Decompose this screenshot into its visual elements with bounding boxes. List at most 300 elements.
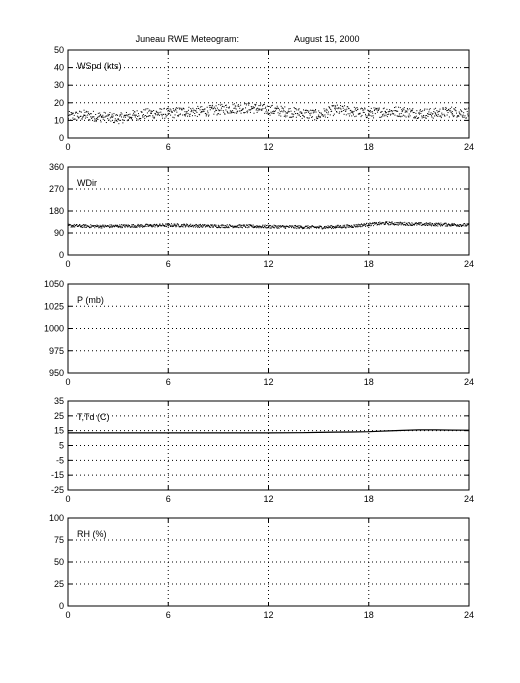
data-dot <box>104 120 105 121</box>
data-dot <box>310 110 311 111</box>
data-dot <box>374 109 375 110</box>
data-dot <box>390 114 391 115</box>
data-dot <box>296 228 297 229</box>
data-dot <box>149 110 150 111</box>
data-dot <box>449 116 450 117</box>
data-dot <box>84 115 85 116</box>
data-dot <box>357 107 358 108</box>
data-dot <box>285 115 286 116</box>
data-dot <box>209 107 210 108</box>
data-dot <box>148 224 149 225</box>
data-dot <box>314 119 315 120</box>
data-dot <box>133 227 134 228</box>
data-dot <box>419 224 420 225</box>
data-dot <box>324 108 325 109</box>
data-dot <box>176 225 177 226</box>
data-dot <box>408 116 409 117</box>
data-dot <box>307 110 308 111</box>
data-dot <box>101 226 102 227</box>
data-dot <box>312 110 313 111</box>
data-dot <box>271 105 272 106</box>
data-dot <box>135 227 136 228</box>
data-dot <box>106 122 107 123</box>
data-dot <box>413 112 414 113</box>
data-dot <box>138 119 139 120</box>
data-dot <box>150 115 151 116</box>
data-dot <box>85 118 86 119</box>
data-dot <box>227 227 228 228</box>
data-dot <box>186 225 187 226</box>
data-dot <box>438 223 439 224</box>
data-dot <box>165 114 166 115</box>
x-tick-label: 6 <box>165 494 171 504</box>
data-dot <box>74 115 75 116</box>
data-dot <box>383 114 384 115</box>
data-dot <box>253 227 254 228</box>
data-dot <box>425 225 426 226</box>
data-dot <box>433 111 434 112</box>
x-tick-label: 12 <box>263 610 274 620</box>
data-dot <box>372 111 373 112</box>
data-dot <box>300 227 301 228</box>
data-dot <box>307 118 308 119</box>
data-dot <box>295 225 296 226</box>
data-dot <box>76 120 77 121</box>
data-dot <box>94 225 95 226</box>
data-dot <box>226 107 227 108</box>
data-dot <box>343 110 344 111</box>
data-dot <box>365 115 366 116</box>
data-dot <box>327 110 328 111</box>
data-dot <box>190 114 191 115</box>
data-dot <box>221 227 222 228</box>
data-dot <box>109 227 110 228</box>
data-dot <box>239 224 240 225</box>
data-dot <box>246 104 247 105</box>
data-dot <box>267 225 268 226</box>
data-dot <box>238 106 239 107</box>
data-dot <box>419 222 420 223</box>
data-dot <box>159 224 160 225</box>
data-dot <box>141 226 142 227</box>
data-dot <box>274 227 275 228</box>
data-dot <box>325 228 326 229</box>
data-dot <box>146 116 147 117</box>
data-dot <box>339 111 340 112</box>
data-dot <box>199 227 200 228</box>
data-dot <box>424 108 425 109</box>
data-dot <box>330 109 331 110</box>
data-dot <box>264 226 265 227</box>
panel-label: WSpd (kts) <box>77 61 122 71</box>
data-dot <box>269 225 270 226</box>
data-point <box>218 109 219 110</box>
y-tick-label: 0 <box>58 601 64 611</box>
data-dot <box>239 111 240 112</box>
data-dot <box>200 107 201 108</box>
data-dot <box>354 225 355 226</box>
data-dot <box>216 105 217 106</box>
data-dot <box>245 227 246 228</box>
data-dot <box>427 113 428 114</box>
data-dot <box>216 114 217 115</box>
panel-label: WDir <box>77 178 97 188</box>
data-dot <box>137 227 138 228</box>
data-dot <box>460 114 461 115</box>
data-dot <box>406 112 407 113</box>
data-dot <box>72 225 73 226</box>
data-dot <box>407 109 408 110</box>
data-dot <box>326 109 327 110</box>
data-dot <box>444 224 445 225</box>
data-dot <box>358 224 359 225</box>
data-dot <box>238 227 239 228</box>
data-dot <box>81 225 82 226</box>
data-dot <box>192 115 193 116</box>
data-dot <box>250 109 251 110</box>
data-dot <box>121 112 122 113</box>
data-dot <box>426 115 427 116</box>
data-dot <box>440 224 441 225</box>
data-dot <box>382 115 383 116</box>
data-dot <box>104 112 105 113</box>
data-dot <box>137 116 138 117</box>
data-dot <box>204 111 205 112</box>
data-dot <box>154 226 155 227</box>
data-dot <box>73 226 74 227</box>
data-dot <box>466 108 467 109</box>
data-dot <box>390 111 391 112</box>
data-dot <box>174 117 175 118</box>
data-dot <box>445 109 446 110</box>
data-dot <box>119 226 120 227</box>
data-dot <box>410 111 411 112</box>
data-dot <box>183 108 184 109</box>
data-dot <box>378 109 379 110</box>
data-dot <box>455 107 456 108</box>
data-dot <box>303 228 304 229</box>
data-dot <box>447 225 448 226</box>
data-dot <box>261 227 262 228</box>
data-dot <box>248 224 249 225</box>
data-dot <box>440 109 441 110</box>
data-dot <box>105 113 106 114</box>
y-tick-label: 0 <box>58 250 64 260</box>
data-dot <box>181 224 182 225</box>
data-dot <box>419 110 420 111</box>
data-dot <box>435 114 436 115</box>
data-dot <box>187 111 188 112</box>
data-dot <box>453 225 454 226</box>
data-dot <box>333 115 334 116</box>
data-dot <box>411 225 412 226</box>
data-dot <box>101 227 102 228</box>
data-dot <box>347 106 348 107</box>
data-dot <box>330 226 331 227</box>
data-dot <box>336 108 337 109</box>
data-dot <box>125 115 126 116</box>
data-dot <box>268 113 269 114</box>
data-dot <box>357 109 358 110</box>
data-dot <box>136 226 137 227</box>
data-dot <box>277 106 278 107</box>
data-dot <box>264 104 265 105</box>
x-tick-label: 18 <box>363 494 374 504</box>
data-dot <box>217 108 218 109</box>
data-dot <box>167 115 168 116</box>
x-tick-label: 6 <box>165 377 171 387</box>
data-dot <box>252 108 253 109</box>
data-dot <box>72 118 73 119</box>
data-dot <box>121 224 122 225</box>
data-dot <box>447 115 448 116</box>
data-dot <box>166 109 167 110</box>
data-dot <box>233 104 234 105</box>
data-dot <box>146 226 147 227</box>
data-dot <box>258 226 259 227</box>
data-dot <box>169 111 170 112</box>
data-dot <box>293 114 294 115</box>
data-dot <box>131 118 132 119</box>
data-dot <box>221 108 222 109</box>
data-dot <box>237 105 238 106</box>
data-dot <box>125 117 126 118</box>
data-dot <box>454 223 455 224</box>
data-dot <box>360 226 361 227</box>
data-dot <box>339 113 340 114</box>
data-dot <box>362 224 363 225</box>
data-dot <box>452 225 453 226</box>
data-dot <box>103 117 104 118</box>
data-dot <box>394 224 395 225</box>
data-dot <box>280 111 281 112</box>
data-dot <box>393 113 394 114</box>
data-dot <box>290 108 291 109</box>
data-dot <box>90 224 91 225</box>
data-point <box>452 111 453 112</box>
data-dot <box>265 108 266 109</box>
data-dot <box>201 225 202 226</box>
data-dot <box>311 110 312 111</box>
data-dot <box>178 225 179 226</box>
x-tick-label: 0 <box>65 142 71 152</box>
data-dot <box>458 226 459 227</box>
data-dot <box>292 114 293 115</box>
data-dot <box>349 225 350 226</box>
data-dot <box>343 225 344 226</box>
data-dot <box>456 226 457 227</box>
data-dot <box>398 107 399 108</box>
data-dot <box>328 227 329 228</box>
data-dot <box>97 119 98 120</box>
data-dot <box>402 223 403 224</box>
data-dot <box>257 225 258 226</box>
data-dot <box>88 226 89 227</box>
data-dot <box>336 227 337 228</box>
data-dot <box>406 223 407 224</box>
data-dot <box>164 226 165 227</box>
data-dot <box>159 223 160 224</box>
data-dot <box>389 111 390 112</box>
data-dot <box>136 115 137 116</box>
data-dot <box>348 225 349 226</box>
data-dot <box>307 227 308 228</box>
data-dot <box>118 123 119 124</box>
figure-title-station: Juneau RWE Meteogram: <box>135 34 239 44</box>
data-dot <box>134 226 135 227</box>
data-dot <box>155 113 156 114</box>
data-dot <box>311 117 312 118</box>
data-dot <box>90 227 91 228</box>
data-dot <box>363 225 364 226</box>
data-dot <box>123 117 124 118</box>
data-dot <box>182 115 183 116</box>
data-dot <box>396 110 397 111</box>
data-dot <box>328 112 329 113</box>
data-dot <box>313 112 314 113</box>
data-dot <box>192 110 193 111</box>
data-dot <box>352 111 353 112</box>
data-dot <box>108 115 109 116</box>
data-dot <box>450 110 451 111</box>
data-dot <box>115 118 116 119</box>
data-dot <box>355 109 356 110</box>
data-dot <box>345 227 346 228</box>
data-dot <box>393 224 394 225</box>
data-dot <box>463 115 464 116</box>
data-dot <box>296 226 297 227</box>
y-tick-label: 20 <box>53 97 64 108</box>
data-dot <box>275 110 276 111</box>
data-dot <box>323 116 324 117</box>
data-dot <box>349 115 350 116</box>
data-dot <box>335 106 336 107</box>
data-dot <box>369 225 370 226</box>
data-dot <box>197 227 198 228</box>
data-dot <box>398 222 399 223</box>
data-dot <box>454 115 455 116</box>
data-dot <box>307 117 308 118</box>
data-dot <box>312 116 313 117</box>
data-dot <box>319 227 320 228</box>
x-tick-label: 0 <box>65 259 71 269</box>
data-dot <box>283 108 284 109</box>
data-dot <box>301 112 302 113</box>
data-dot <box>415 113 416 114</box>
data-dot <box>407 108 408 109</box>
data-dot <box>91 118 92 119</box>
data-dot <box>461 226 462 227</box>
data-point <box>268 109 269 110</box>
data-dot <box>147 108 148 109</box>
data-dot <box>440 116 441 117</box>
data-dot <box>183 226 184 227</box>
data-dot <box>424 223 425 224</box>
data-dot <box>342 226 343 227</box>
data-dot <box>173 110 174 111</box>
data-dot <box>311 227 312 228</box>
data-dot <box>277 226 278 227</box>
data-dot <box>276 226 277 227</box>
data-dot <box>247 225 248 226</box>
data-dot <box>374 224 375 225</box>
data-dot <box>405 110 406 111</box>
data-dot <box>178 115 179 116</box>
data-dot <box>316 112 317 113</box>
data-dot <box>262 105 263 106</box>
data-dot <box>220 110 221 111</box>
data-dot <box>298 109 299 110</box>
data-dot <box>249 227 250 228</box>
data-dot <box>104 226 105 227</box>
data-dot <box>175 109 176 110</box>
data-dot <box>271 227 272 228</box>
data-dot <box>404 224 405 225</box>
data-dot <box>399 113 400 114</box>
data-dot <box>162 118 163 119</box>
data-dot <box>241 113 242 114</box>
data-dot <box>133 110 134 111</box>
x-tick-label: 18 <box>363 377 374 387</box>
data-dot <box>111 117 112 118</box>
data-dot <box>378 224 379 225</box>
data-dot <box>409 223 410 224</box>
data-dot <box>346 226 347 227</box>
data-dot <box>283 110 284 111</box>
x-tick-label: 24 <box>463 610 475 620</box>
data-dot <box>135 225 136 226</box>
data-dot <box>292 225 293 226</box>
data-dot <box>175 226 176 227</box>
data-dot <box>388 114 389 115</box>
y-tick-label: 50 <box>53 557 64 567</box>
data-dot <box>300 226 301 227</box>
data-dot <box>403 109 404 110</box>
data-dot <box>223 227 224 228</box>
data-dot <box>397 111 398 112</box>
data-dot <box>171 225 172 226</box>
data-dot <box>452 223 453 224</box>
data-dot <box>109 112 110 113</box>
data-dot <box>183 225 184 226</box>
data-dot <box>188 226 189 227</box>
data-dot <box>316 228 317 229</box>
data-dot <box>439 111 440 112</box>
data-dot <box>142 225 143 226</box>
data-dot <box>192 108 193 109</box>
data-dot <box>72 226 73 227</box>
data-dot <box>385 111 386 112</box>
data-dot <box>278 112 279 113</box>
data-dot <box>237 225 238 226</box>
data-dot <box>212 226 213 227</box>
data-dot <box>241 226 242 227</box>
data-dot <box>107 118 108 119</box>
data-dot <box>109 119 110 120</box>
data-dot <box>251 106 252 107</box>
data-dot <box>442 225 443 226</box>
data-dot <box>296 117 297 118</box>
data-dot <box>200 224 201 225</box>
data-dot <box>467 114 468 115</box>
data-dot <box>327 117 328 118</box>
data-dot <box>123 120 124 121</box>
data-dot <box>423 117 424 118</box>
data-dot <box>423 115 424 116</box>
data-dot <box>176 226 177 227</box>
data-dot <box>452 115 453 116</box>
data-dot <box>333 228 334 229</box>
